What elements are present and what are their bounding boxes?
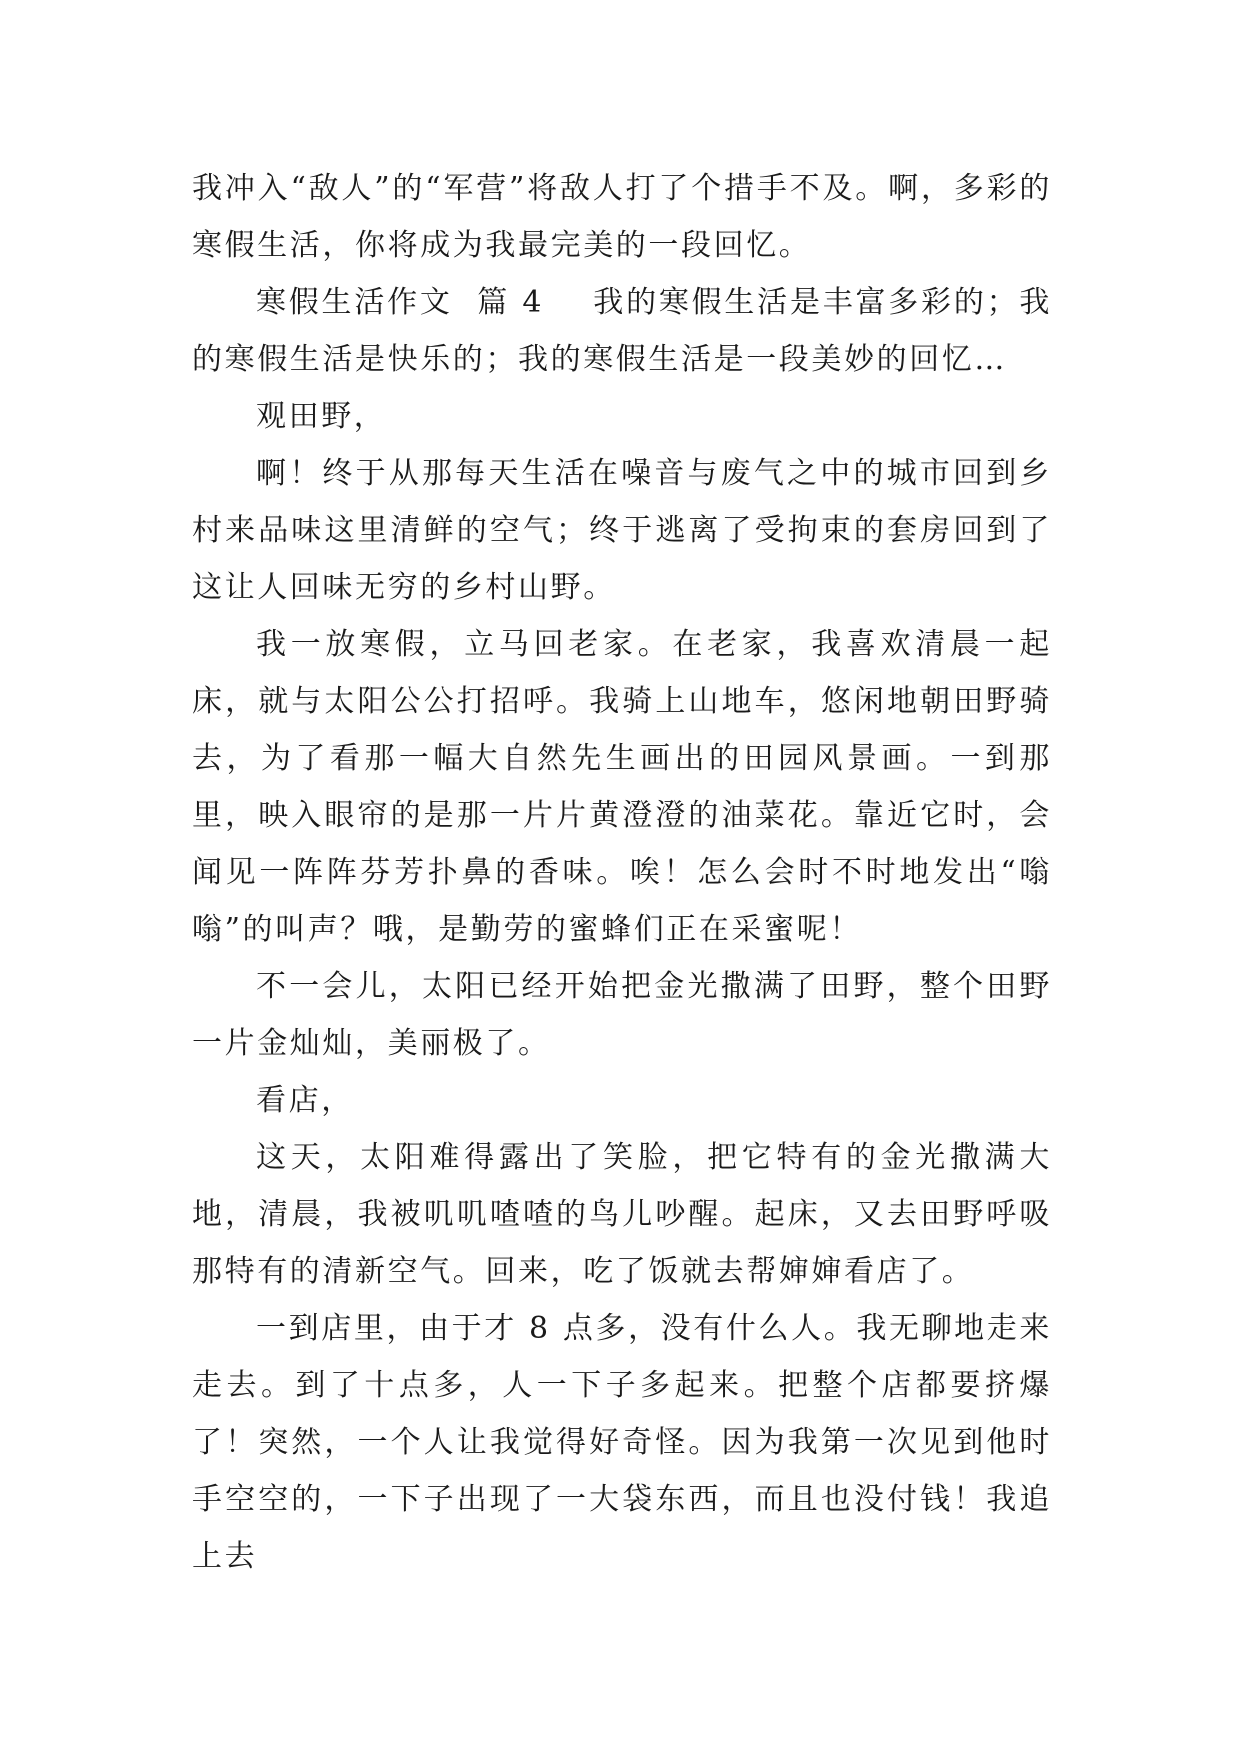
paragraph-5: 我一放寒假，立马回老家。在老家，我喜欢清晨一起床，就与太阳公公打招呼。我骑上山地车，悠闲地朝田野骑去，为了看那一幅大自然先生画出的田园风景画。一到那里，映入眼帘的是那一片片黄澄澄的油菜花。靠近它时，会闻见一阵阵芬芳扑鼻的香味。唉！怎么会时不时地发出“嗡嗡”的叫声？哦，是勤劳的蜜蜂们正在采蜜呢！	[192, 627, 1052, 947]
paragraph-9: 一到店里，由于才 8 点多，没有什么人。我无聊地走来走去。到了十点多，人一下子多起来。把整个店都要挤爆了！突然，一个人让我觉得好奇怪。因为我第一次见到他时手空空的，一下子出现了一大袋东西，而且也没付钱！我追上去	[192, 1311, 1052, 1574]
paragraph-2: 寒假生活作文 篇 4 我的寒假生活是丰富多彩的；我的寒假生活是快乐的；我的寒假生活是一段美妙的回忆…	[192, 285, 1052, 377]
document-body	[192, 160, 1052, 1585]
paragraph-6: 不一会儿，太阳已经开始把金光撒满了田野，整个田野一片金灿灿，美丽极了。	[192, 969, 1052, 1061]
paragraph-4: 啊！终于从那每天生活在噪音与废气之中的城市回到乡村来品味这里清鲜的空气；终于逃离了受拘束的套房回到了这让人回味无穷的乡村山野。	[192, 456, 1052, 605]
paragraph-7: 看店，	[256, 1083, 354, 1118]
paragraph-1: 我冲入“敌人”的“军营”将敌人打了个措手不及。啊，多彩的寒假生活，你将成为我最完美的一段回忆。	[192, 171, 1052, 263]
paragraph-8: 这天，太阳难得露出了笑脸，把它特有的金光撒满大地，清晨，我被叽叽喳喳的鸟儿吵醒。起床，又去田野呼吸那特有的清新空气。回来，吃了饭就去帮婶婶看店了。	[192, 1140, 1052, 1289]
paragraph-3: 观田野，	[256, 399, 387, 434]
